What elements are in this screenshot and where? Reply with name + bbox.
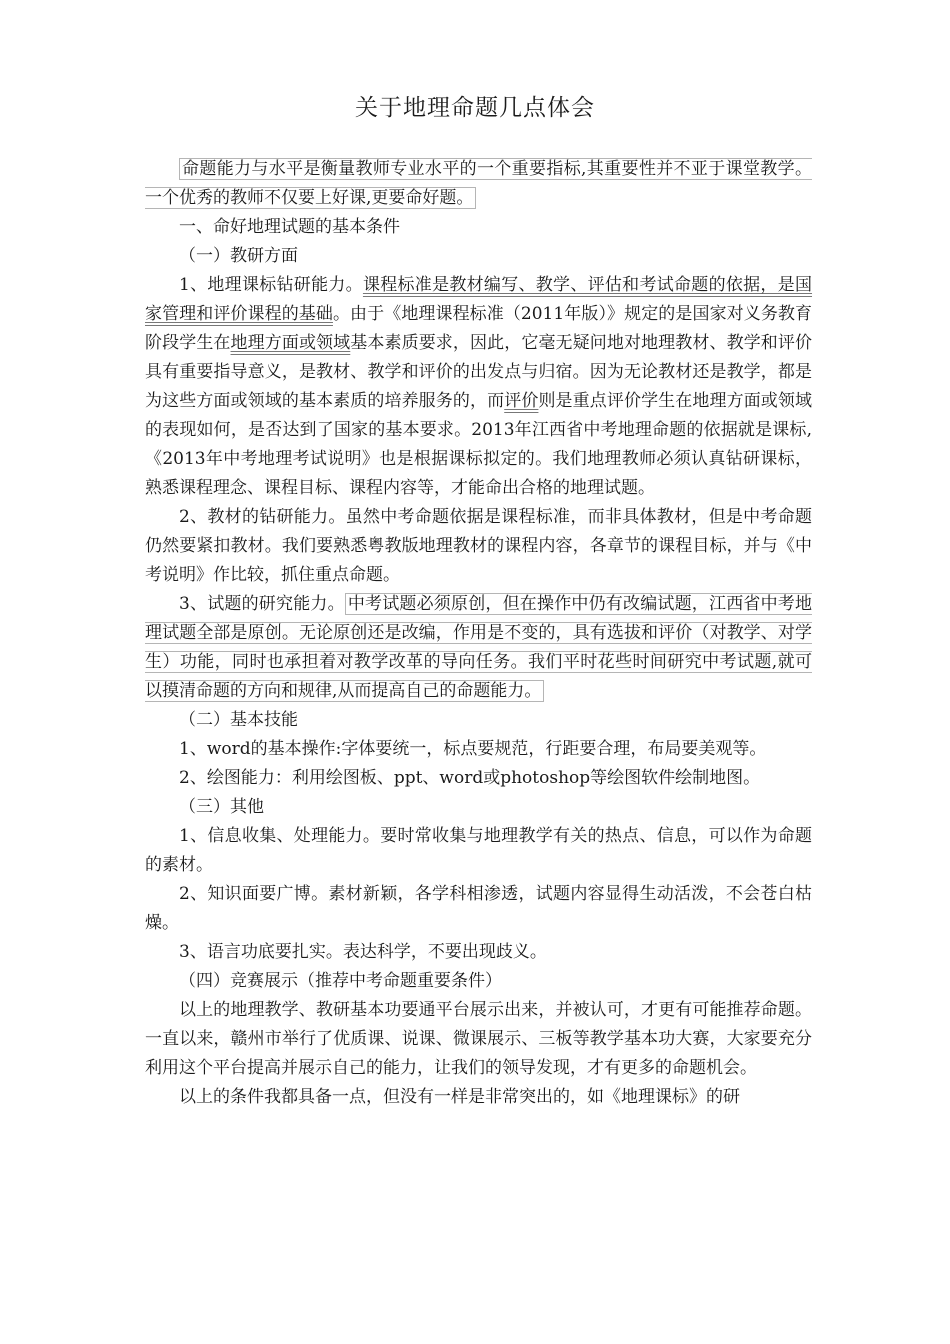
paragraph-knowledge: 2、知识面要广博。素材新颖，各学科相渗透，试题内容显得生动活泼，不会苍白枯燥。 (145, 884, 812, 933)
boxed-text: 中考试题必须原创，但在操作中仍有改编试题，江西省中考地理试题全部是原创。无论原创还是改编，作用是不变的，具有选拔和评价（对教学、对学生）功能，同时也承担着对教学改革的导向任务。我们平时花些时间研究中考试题,就可以摸清命题的方向和规律,从而提高自己的命题能力。 (145, 594, 812, 701)
paragraph-exam-research (145, 590, 812, 706)
paragraph-text: 。由于《地理课程标准（2011年版）》规定的是国家对义务教育阶段学生在 (145, 304, 813, 353)
paragraph-platform: 以上的地理教学、教研基本功要通平台展示出来，并被认可，才更有可能推荐命题。一直以来，赣州市举行了优质课、说课、微课展示、三板等教学基本功大赛，大家要充分利用这个平台提高并展示自己的能力，让我们的领导发现，才有更多的命题机会。 (145, 1000, 812, 1078)
subsection-heading-research: （一）教研方面 (179, 246, 298, 266)
intro-paragraph (145, 155, 812, 213)
subsection-heading-other: （三）其他 (179, 797, 264, 817)
underlined-text: 课程标准是教材编写、教学、评估和考试命题的依据，是国家管理和评价课程的基础 (145, 275, 813, 324)
paragraph-curriculum-standard (145, 271, 812, 503)
subsection-heading-skills: （二）基本技能 (179, 710, 298, 730)
paragraph-language: 3、语言功底要扎实。表达科学，不要出现歧义。 (179, 942, 547, 962)
paragraph-textbook: 2、教材的钻研能力。虽然中考命题依据是课程标准，而非具体教材，但是中考命题仍然要紧扣教材。我们要熟悉粤教版地理教材的课程内容，各章节的课程目标，并与《中考说明》作比较，抓住重点命题。 (145, 507, 812, 585)
subsection-heading-competition: （四）竞赛展示（推荐中考命题重要条件） (179, 971, 502, 991)
paragraph-lead: 1、地理课标钻研能力。 (179, 275, 363, 295)
underlined-text: 评价 (504, 391, 539, 411)
section-heading: 一、命好地理试题的基本条件 (179, 217, 400, 237)
document-title: 关于地理命题几点体会 (355, 95, 595, 121)
paragraph-word: 1、word的基本操作:字体要统一，标点要规范，行距要合理，布局要美观等。 (179, 739, 767, 759)
paragraph-drawing: 2、绘图能力：利用绘图板、ppt、word或photoshop等绘图软件绘制地图。 (179, 768, 761, 788)
paragraph-text: 基本素质要求，因此，它毫无疑问地对地理教材、教学和评价具有重要指导意义，是教材、教学和评价的出发点与归宿。因为无论教材还是教学，都是为这些方面或领域的基本素质的培养服务的，而 (145, 333, 813, 411)
underlined-text: 地理方面或领域 (230, 333, 351, 353)
document-body (145, 155, 812, 1112)
paragraph-information: 1、信息收集、处理能力。要时常收集与地理教学有关的热点、信息，可以作为命题的素材。 (145, 826, 812, 875)
intro-boxed-text: 命题能力与水平是衡量教师专业水平的一个重要指标,其重要性并不亚于课堂教学。一个优秀的教师不仅要上好课,更要命好题。 (145, 159, 812, 208)
paragraph-text: 则是重点评价学生在地理方面或领域的表现如何，是否达到了国家的基本要求。2013年江西省中考地理命题的依据就是课标,《2013年中考地理考试说明》也是根据课标拟定的。我们地理教师必须认真钻研课标，熟悉课程理念、课程目标、课程内容等，才能命出合格的地理试题。 (145, 391, 813, 498)
paragraph-lead: 3、试题的研究能力。 (179, 594, 345, 614)
paragraph-conclusion: 以上的条件我都具备一点，但没有一样是非常突出的，如《地理课标》的研 (179, 1087, 740, 1107)
